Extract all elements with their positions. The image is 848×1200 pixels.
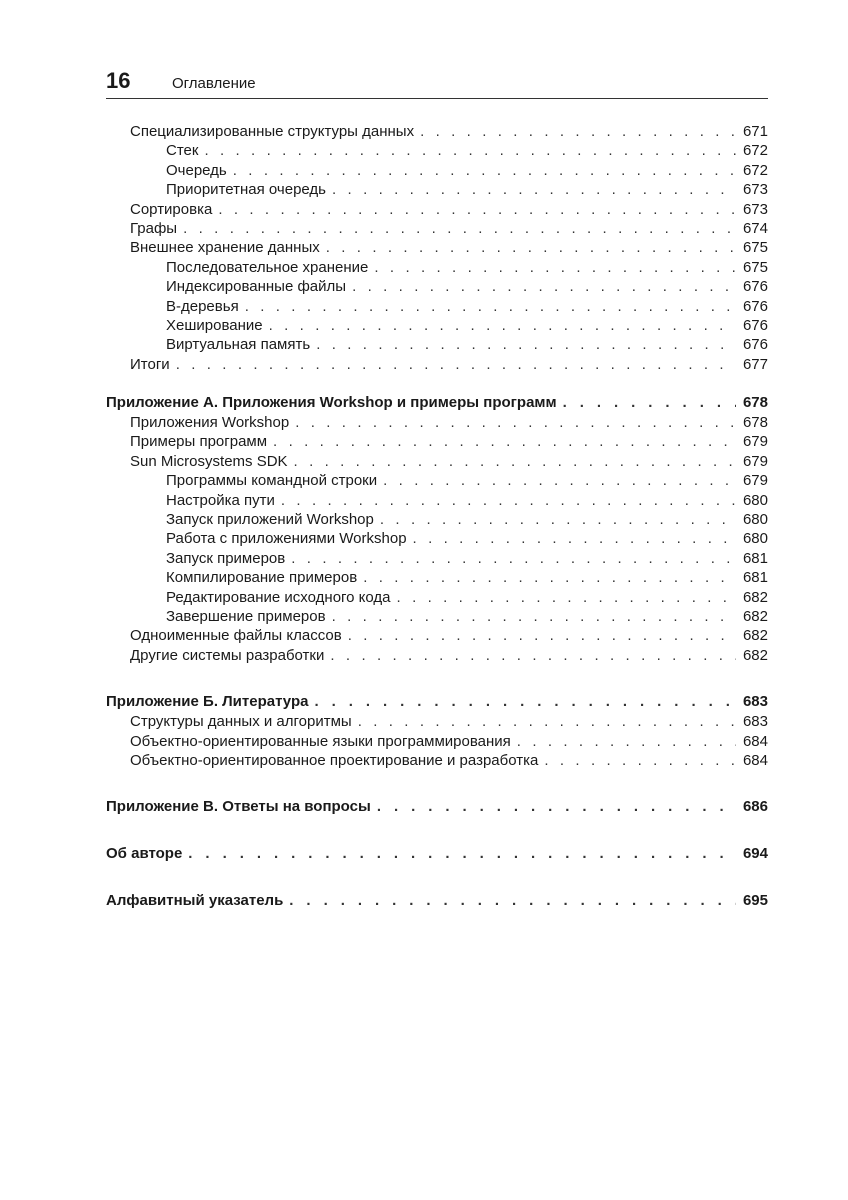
toc-entry-title: Приложения Workshop <box>130 414 290 432</box>
dot-leader <box>183 219 736 238</box>
dot-leader <box>374 258 736 277</box>
toc-entry-title: Редактирование исходного кода <box>166 588 391 606</box>
toc-page-number: 682 <box>742 607 768 625</box>
toc-entry[interactable] <box>106 413 768 432</box>
toc-entry[interactable] <box>106 180 768 199</box>
toc-page-number: 681 <box>742 569 768 587</box>
toc-page-number: 673 <box>742 200 768 218</box>
toc-page-number: 675 <box>742 258 768 276</box>
toc-page-number: 678 <box>742 394 768 412</box>
dot-leader <box>377 796 736 817</box>
page-header <box>106 68 768 99</box>
toc-entry-title: Завершение примеров <box>166 607 326 625</box>
toc-entry-title: Итоги <box>130 355 170 373</box>
dot-leader <box>326 238 736 257</box>
toc-entry-title: Графы <box>130 219 178 237</box>
dot-leader <box>233 161 736 180</box>
toc-page-number: 682 <box>742 627 768 645</box>
toc-entry-title: Виртуальная память <box>166 336 311 354</box>
toc-page-number: 673 <box>742 181 768 199</box>
dot-leader <box>291 549 736 568</box>
toc-entry-title: Настройка пути <box>166 491 275 509</box>
toc-page-number: 678 <box>742 414 768 432</box>
toc-entry[interactable] <box>106 510 768 529</box>
dot-leader <box>245 297 736 316</box>
toc-entry-title: Приоритетная очередь <box>166 181 326 199</box>
toc-page-number: 679 <box>742 433 768 451</box>
toc-entry[interactable] <box>106 491 768 510</box>
toc-entry[interactable] <box>106 258 768 277</box>
toc-entry[interactable] <box>106 335 768 354</box>
table-of-contents <box>106 122 768 911</box>
toc-chapter-title: Об авторе <box>106 845 183 863</box>
toc-page-number: 672 <box>742 161 768 179</box>
dot-leader <box>316 335 736 354</box>
toc-page-number: 680 <box>742 491 768 509</box>
toc-page-number: 679 <box>742 452 768 470</box>
dot-leader <box>348 626 736 645</box>
toc-entry[interactable] <box>106 200 768 219</box>
dot-leader <box>332 607 736 626</box>
dot-leader <box>380 510 736 529</box>
toc-page-number: 680 <box>742 530 768 548</box>
toc-entry-title: Структуры данных и алгоритмы <box>130 713 352 731</box>
dot-leader <box>332 180 736 199</box>
toc-entry[interactable] <box>106 607 768 626</box>
toc-entry-title: Последовательное хранение <box>166 258 369 276</box>
dot-leader <box>269 316 736 335</box>
toc-page-number: 681 <box>742 549 768 567</box>
toc-page-number: 675 <box>742 239 768 257</box>
toc-entry-title: Компилирование примеров <box>166 569 358 587</box>
dot-leader <box>330 646 736 665</box>
toc-entry[interactable] <box>106 355 768 374</box>
toc-entry-title: Сортировка <box>130 200 213 218</box>
toc-page-number: 676 <box>742 316 768 334</box>
toc-entry[interactable] <box>106 471 768 490</box>
toc-page-number: 682 <box>742 646 768 664</box>
toc-page-number: 677 <box>742 355 768 373</box>
dot-leader <box>397 588 736 607</box>
toc-entry-title: В-деревья <box>166 297 239 315</box>
toc-entry[interactable] <box>106 588 768 607</box>
toc-entry[interactable] <box>106 626 768 645</box>
toc-page-number: 683 <box>742 693 768 711</box>
toc-chapter-title: Приложение А. Приложения Workshop и примеры программ <box>106 394 557 412</box>
toc-entry[interactable] <box>106 316 768 335</box>
toc-page-number: 686 <box>742 798 768 816</box>
toc-entry-title: Примеры программ <box>130 433 268 451</box>
dot-leader <box>358 712 736 731</box>
toc-chapter-title: Приложение В. Ответы на вопросы <box>106 798 371 816</box>
toc-page-number: 695 <box>742 892 768 910</box>
toc-page-number: 671 <box>742 123 768 140</box>
toc-entry-title: Другие системы разработки <box>130 646 325 664</box>
dot-leader <box>204 141 736 160</box>
toc-entry-title: Объектно-ориентированное проектирование и разработка <box>130 751 539 769</box>
toc-page-number: 684 <box>742 732 768 750</box>
toc-entry[interactable] <box>106 141 768 160</box>
toc-entry-title: Объектно-ориентированные языки программирования <box>130 732 511 750</box>
toc-entry-title: Запуск приложений Workshop <box>166 511 374 529</box>
dot-leader <box>544 751 736 770</box>
toc-page-number: 676 <box>742 278 768 296</box>
toc-entry[interactable] <box>106 161 768 180</box>
dot-leader <box>352 277 736 296</box>
toc-chapter-index[interactable] <box>106 890 768 911</box>
toc-entry-title: Индексированные файлы <box>166 278 347 296</box>
toc-entry-title: Запуск примеров <box>166 549 286 567</box>
toc-entry[interactable] <box>106 122 768 141</box>
toc-entry[interactable] <box>106 219 768 238</box>
toc-section-appendix-a <box>106 413 768 665</box>
toc-entry[interactable] <box>106 712 768 731</box>
toc-entry[interactable] <box>106 568 768 587</box>
toc-entry[interactable] <box>106 238 768 257</box>
page-number: 16 <box>106 68 131 93</box>
toc-chapter-title: Приложение Б. Литература <box>106 693 309 711</box>
toc-entry-title: Работа с приложениями Workshop <box>166 530 407 548</box>
toc-entry-title: Хеширование <box>166 316 263 334</box>
toc-entry-title: Очередь <box>166 161 227 179</box>
toc-page-number: 682 <box>742 588 768 606</box>
dot-leader <box>188 843 736 864</box>
running-title: Оглавление <box>172 75 256 92</box>
toc-page-number: 676 <box>742 336 768 354</box>
toc-page-number: 683 <box>742 713 768 731</box>
toc-entry[interactable] <box>106 432 768 451</box>
dot-leader <box>413 529 736 548</box>
toc-chapter-appendix-a[interactable] <box>106 392 768 413</box>
toc-entry-title: Одноименные файлы классов <box>130 627 342 645</box>
dot-leader <box>218 200 736 219</box>
toc-entry-title: Специализированные структуры данных <box>130 123 415 140</box>
dot-leader <box>420 122 736 141</box>
toc-entry[interactable] <box>106 646 768 665</box>
dot-leader <box>517 732 736 751</box>
toc-entry-title: Стек <box>166 142 199 160</box>
toc-entry[interactable] <box>106 529 768 548</box>
toc-page-number: 680 <box>742 511 768 529</box>
toc-page-number: 672 <box>742 142 768 160</box>
toc-section-main <box>106 122 768 374</box>
toc-page-number: 684 <box>742 751 768 769</box>
toc-chapter-about-author[interactable] <box>106 843 768 864</box>
dot-leader <box>295 413 736 432</box>
dot-leader <box>363 568 736 587</box>
dot-leader <box>176 355 736 374</box>
toc-page-number: 679 <box>742 472 768 490</box>
toc-entry[interactable] <box>106 549 768 568</box>
toc-entry[interactable] <box>106 297 768 316</box>
toc-section-appendix-b <box>106 712 768 770</box>
toc-entry[interactable] <box>106 452 768 471</box>
toc-page-number: 694 <box>742 845 768 863</box>
toc-entry[interactable] <box>106 277 768 296</box>
dot-leader <box>314 691 736 712</box>
dot-leader <box>273 432 736 451</box>
toc-page-number: 674 <box>742 219 768 237</box>
toc-entry[interactable] <box>106 751 768 770</box>
dot-leader <box>383 471 736 490</box>
toc-page-number: 676 <box>742 297 768 315</box>
toc-entry[interactable] <box>106 732 768 751</box>
toc-chapter-appendix-c[interactable] <box>106 796 768 817</box>
toc-entry-title: Sun Microsystems SDK <box>130 452 288 470</box>
toc-entry-title: Внешнее хранение данных <box>130 239 320 257</box>
toc-chapter-title: Алфавитный указатель <box>106 892 284 910</box>
toc-entry-title: Программы командной строки <box>166 472 378 490</box>
dot-leader <box>294 452 736 471</box>
toc-chapter-appendix-b[interactable] <box>106 691 768 712</box>
dot-leader <box>563 392 736 413</box>
dot-leader <box>281 491 736 510</box>
dot-leader <box>289 890 736 911</box>
